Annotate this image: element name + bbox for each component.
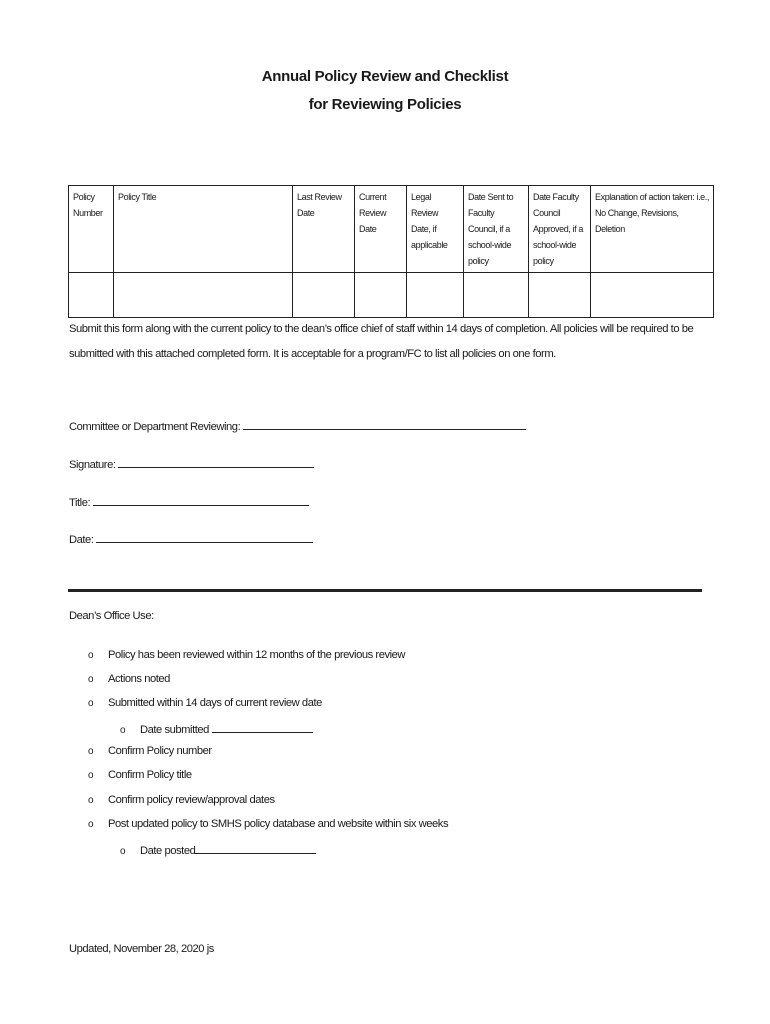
cell-legal-review-date[interactable] bbox=[407, 273, 464, 318]
signature-field bbox=[69, 456, 314, 471]
circle-bullet-icon[interactable]: o bbox=[120, 846, 126, 857]
cell-policy-number[interactable] bbox=[69, 273, 114, 318]
cell-last-review-date[interactable] bbox=[293, 273, 355, 318]
checklist-item-label: Date submitted bbox=[140, 724, 209, 736]
header-current-review-date: Current Review Date bbox=[355, 186, 407, 273]
date-posted-input-line[interactable] bbox=[195, 842, 316, 854]
circle-bullet-icon[interactable]: o bbox=[88, 698, 94, 709]
checklist-item-label: Confirm policy review/approval dates bbox=[108, 794, 275, 806]
section-divider bbox=[68, 589, 702, 592]
checklist-item-label: Policy has been reviewed within 12 months of the previous review bbox=[108, 649, 406, 661]
header-explanation-action: Explanation of action taken: i.e., No Change, Revisions, Deletion bbox=[591, 186, 714, 273]
checklist-item-label: Date posted bbox=[140, 845, 196, 857]
updated-footer: Updated, November 28, 2020 js bbox=[69, 943, 214, 955]
committee-label: Committee or Department Reviewing: bbox=[69, 421, 241, 433]
title-label: Title: bbox=[69, 497, 91, 509]
checklist-item-policy-title bbox=[88, 769, 192, 781]
cell-explanation-action[interactable] bbox=[591, 273, 714, 318]
date-field bbox=[69, 531, 313, 546]
committee-field bbox=[69, 418, 526, 433]
date-input-line[interactable] bbox=[96, 531, 313, 543]
checklist-item-policy-number bbox=[88, 745, 212, 757]
signature-label: Signature: bbox=[69, 459, 116, 471]
circle-bullet-icon[interactable]: o bbox=[88, 819, 94, 830]
circle-bullet-icon[interactable]: o bbox=[88, 674, 94, 685]
policy-review-table bbox=[68, 185, 714, 318]
document-subtitle: for Reviewing Policies bbox=[308, 96, 462, 113]
signature-input-line[interactable] bbox=[118, 456, 314, 468]
header-date-faculty-council-approved: Date Faculty Council Approved, if a school-wide policy bbox=[529, 186, 591, 273]
checklist-item-label: Confirm Policy number bbox=[108, 745, 212, 757]
checklist-item-label: Submitted within 14 days of current review date bbox=[108, 697, 322, 709]
circle-bullet-icon[interactable]: o bbox=[88, 770, 94, 781]
circle-bullet-icon[interactable]: o bbox=[88, 795, 94, 806]
date-label: Date: bbox=[69, 534, 94, 546]
committee-input-line[interactable] bbox=[243, 418, 526, 430]
header-last-review-date: Last Review Date bbox=[293, 186, 355, 273]
document-title: Annual Policy Review and Checklist bbox=[261, 68, 509, 85]
checklist-item-label: Post updated policy to SMHS policy database and website within six weeks bbox=[108, 818, 449, 830]
header-policy-number: Policy Number bbox=[69, 186, 114, 273]
header-legal-review-date: Legal Review Date, if applicable bbox=[407, 186, 464, 273]
cell-policy-title[interactable] bbox=[114, 273, 293, 318]
checklist-subitem-date-posted bbox=[120, 842, 316, 857]
checklist-item-post-policy bbox=[88, 818, 448, 830]
checklist-item-submitted bbox=[88, 697, 322, 709]
date-submitted-input-line[interactable] bbox=[212, 721, 313, 733]
cell-current-review-date[interactable] bbox=[355, 273, 407, 318]
title-input-line[interactable] bbox=[93, 494, 309, 506]
title-field bbox=[69, 494, 309, 509]
cell-date-sent-faculty-council[interactable] bbox=[464, 273, 529, 318]
circle-bullet-icon[interactable]: o bbox=[120, 725, 126, 736]
circle-bullet-icon[interactable]: o bbox=[88, 650, 94, 661]
deans-office-heading: Dean’s Office Use: bbox=[69, 610, 154, 622]
checklist-item-label: Actions noted bbox=[108, 673, 170, 685]
table-header-row bbox=[69, 186, 714, 273]
header-policy-title: Policy Title bbox=[114, 186, 293, 273]
cell-date-faculty-council-approved[interactable] bbox=[529, 273, 591, 318]
header-date-sent-faculty-council: Date Sent to Faculty Council, if a school-wide policy bbox=[464, 186, 529, 273]
checklist-item-reviewed bbox=[88, 649, 405, 661]
checklist-item-review-dates bbox=[88, 794, 275, 806]
checklist-item-label: Confirm Policy title bbox=[108, 769, 192, 781]
table-row bbox=[69, 273, 714, 318]
checklist-subitem-date-submitted bbox=[120, 721, 313, 736]
instructions-paragraph: Submit this form along with the current policy to the dean’s office chief of staff within 14 days of completion. All policies will be required to be submitted with this attached completed form. It is acceptable for a program/FC to list all policies on one form. bbox=[69, 323, 694, 360]
circle-bullet-icon[interactable]: o bbox=[88, 746, 94, 757]
checklist-item-actions-noted bbox=[88, 673, 170, 685]
